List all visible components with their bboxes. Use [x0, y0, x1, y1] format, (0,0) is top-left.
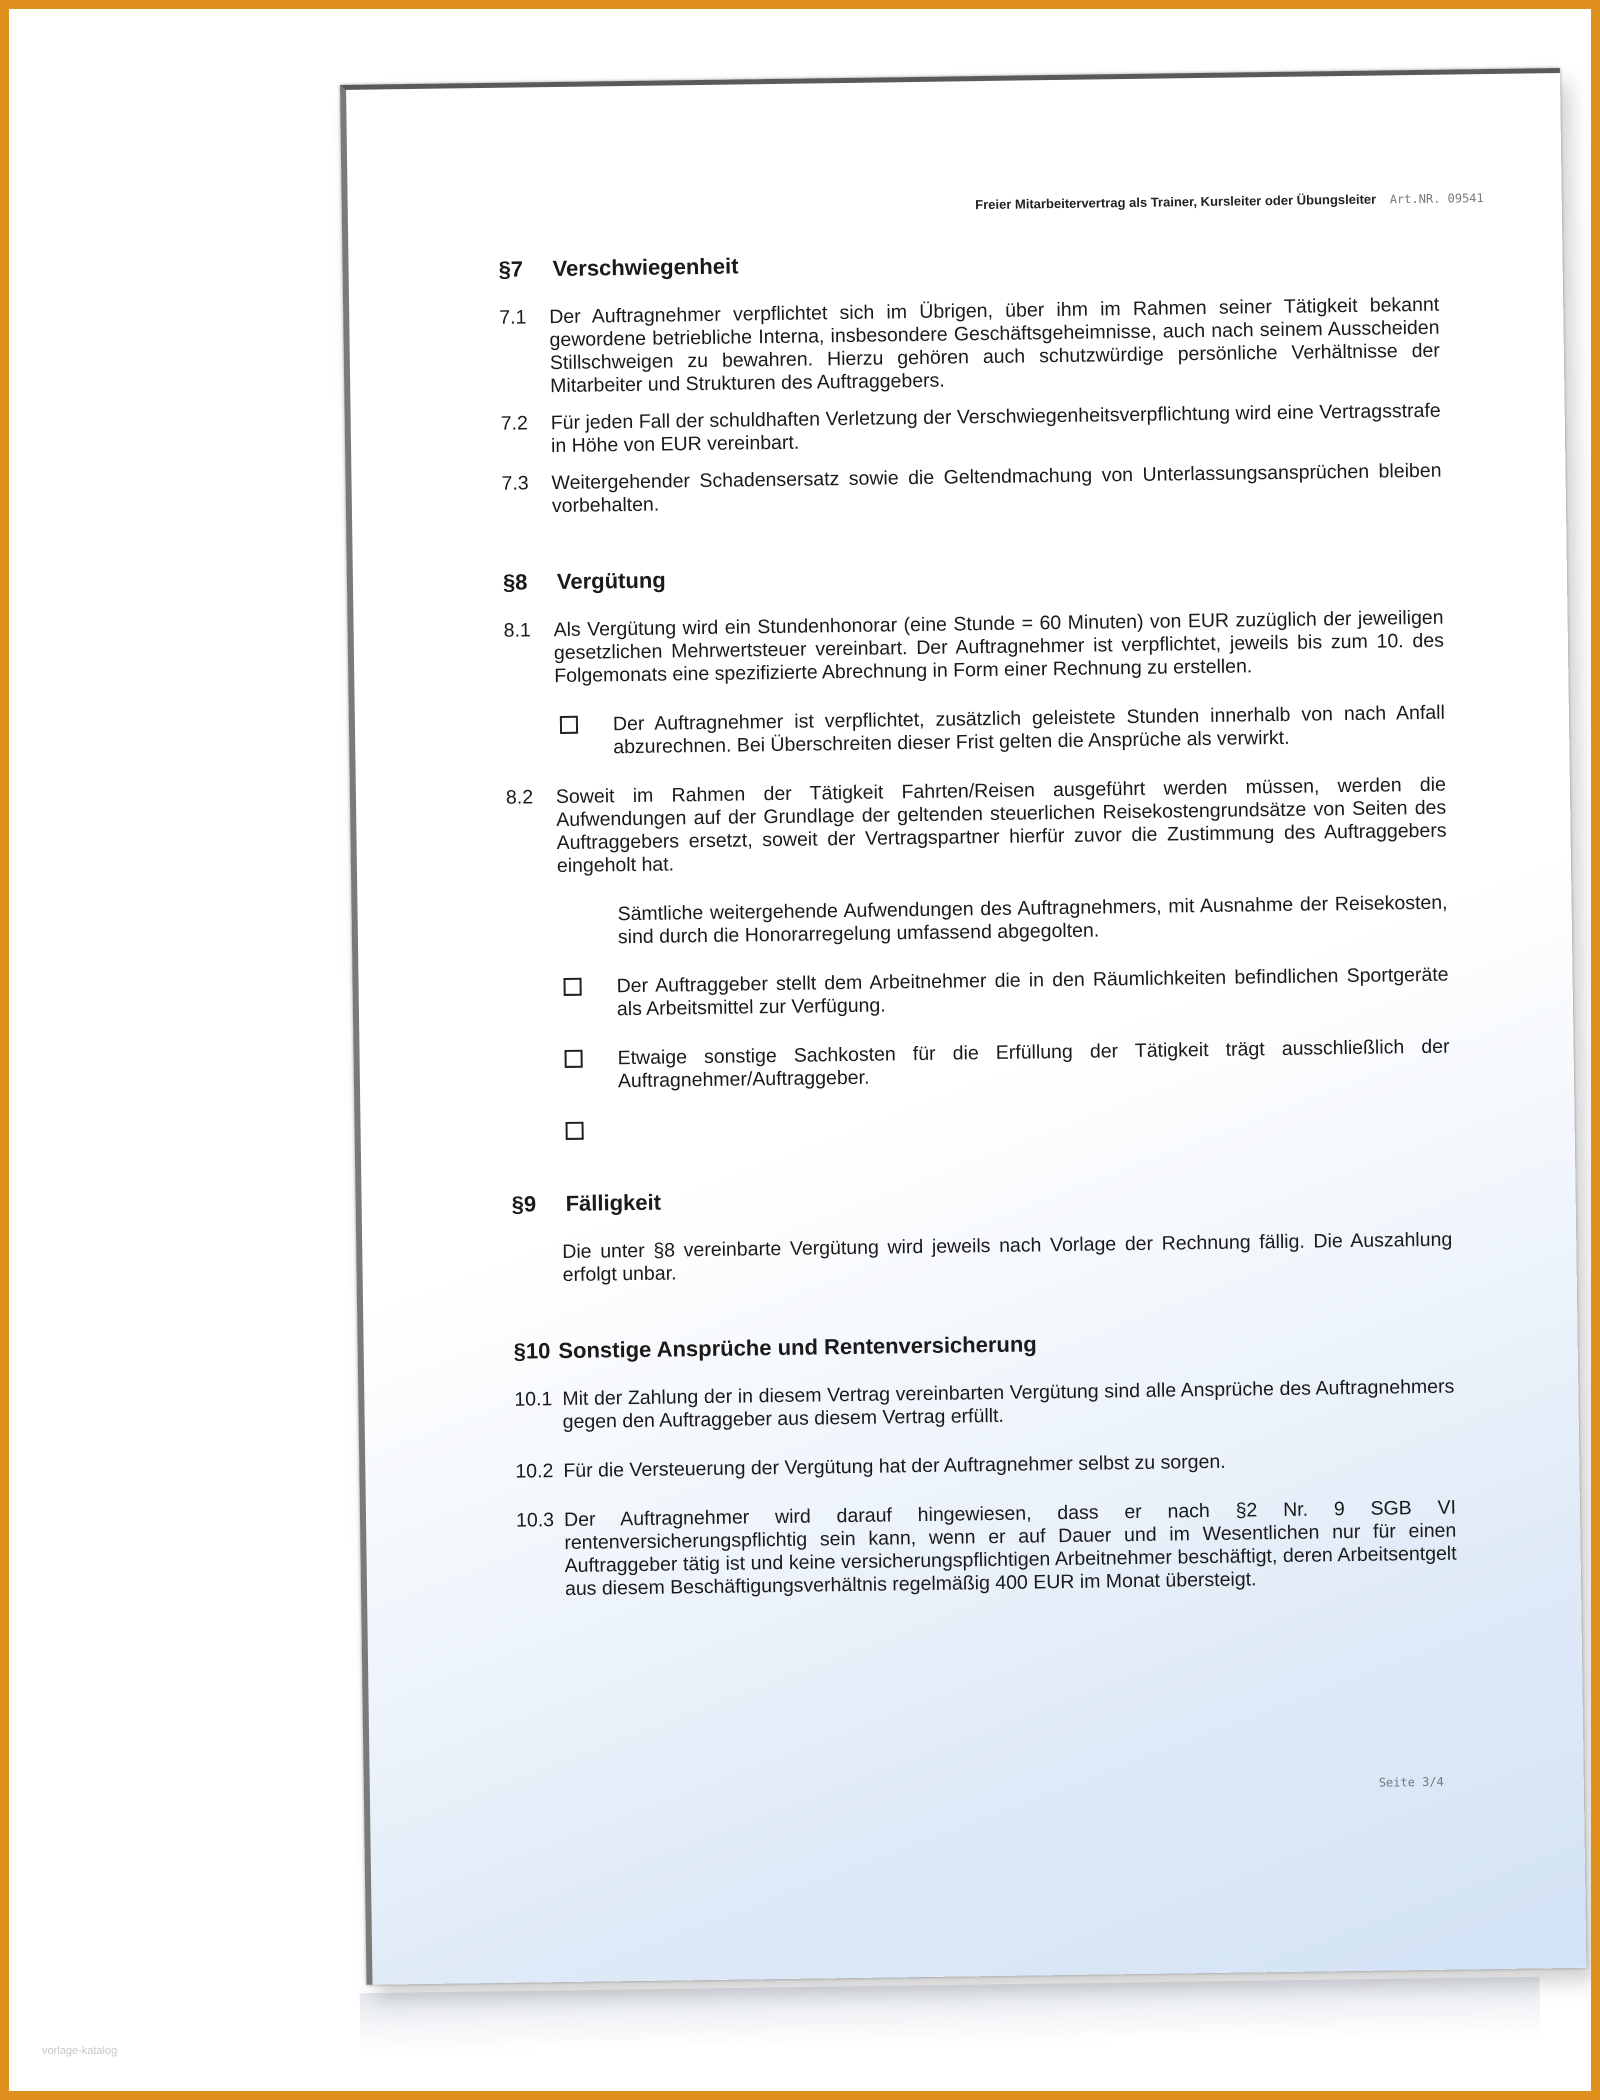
clause-text: Mit der Zahlung der in diesem Vertrag vereinbarten Vergütung sind alle Ansprüche des Auftragnehmers gegen den Auftraggeber aus diesem Vertrag erfüllt.: [562, 1375, 1455, 1434]
paragraph-text: Sämtliche weitergehende Aufwendungen des Auftragnehmers, mit Ausnahme der Reisekosten, sind durch die Honorarregelung umfassend abgegolten.: [617, 891, 1448, 949]
section-number: §9: [511, 1191, 537, 1217]
page-number: Seite 3/4: [1378, 1774, 1444, 1790]
option-checkbox[interactable]: [563, 978, 581, 996]
clause-number: 10.2: [515, 1460, 554, 1483]
clause-number: 8.2: [505, 786, 534, 809]
clause-number: 7.1: [499, 306, 527, 329]
page-reflection: [360, 1977, 1541, 2053]
clause-number: 10.1: [514, 1388, 553, 1411]
paragraph-text: Die unter §8 vereinbarte Vergütung wird jeweils nach Vorlage der Rechnung fällig. Die Auszahlung erfolgt unbar.: [562, 1228, 1453, 1287]
section-title: Fälligkeit: [565, 1189, 662, 1216]
clause-text: Der Auftragnehmer verpflichtet sich im Übrigen, über ihm im Rahmen seiner Tätigkeit bekannt gewordene betriebliche Interna, insbesondere Geschäftsgeheimnisse, auch nach seinem Ausscheiden Stillschweigen zu bewahren. Hierzu gehören auch schutzwürdige persönliche Verhältnisse der Mitarbeiter und Strukturen des Auftraggebers.: [549, 293, 1440, 398]
clause-text: Für die Versteuerung der Vergütung hat der Auftragnehmer selbst zu sorgen.: [563, 1450, 1226, 1483]
clause-number: 7.3: [501, 472, 529, 495]
option-text: Der Auftraggeber stellt dem Arbeitnehmer die in den Räumlichkeiten befindlichen Sportgeräte als Arbeitsmittel zur Verfügung.: [616, 963, 1449, 1021]
option-checkbox[interactable]: [566, 1122, 584, 1140]
clause-8-1: [503, 607, 1444, 689]
option-text: Etwaige sonstige Sachkosten für die Erfüllung der Tätigkeit trägt ausschließlich der Auftragnehmer/Auftraggeber.: [617, 1035, 1450, 1093]
option-checkbox[interactable]: [560, 716, 578, 734]
clause-10-3: [516, 1497, 1457, 1602]
clause-text: Als Vergütung wird ein Stundenhonorar (eine Stunde = 60 Minuten) von EUR zuzüglich der jeweiligen gesetzlichen Mehrwertsteuer vereinbart. Der Auftragnehmer ist verpflichtet, jeweils bis zum 10. des Folgemonats eine spezifizierte Abrechnung in Form einer Rechnung zu erstellen.: [553, 606, 1445, 688]
clause-7-1: [499, 294, 1440, 399]
section-number: §7: [498, 256, 524, 282]
document-header: [975, 190, 1484, 212]
clause-text: Der Auftragnehmer wird darauf hingewiesen, dass er nach §2 Nr. 9 SGB VI rentenversicherungspflichtig sein kann, wenn er auf Dauer und im Wesentlichen nur für einen Auftraggeber tätig ist und keine versicherungspflichtigen Arbeitnehmer beschäftigt, deren Arbeitsentgelt aus diesem Beschäftigungsverhältnis regelmäßig 400 EUR im Monat übersteigt.: [563, 1496, 1457, 1601]
option-checkbox[interactable]: [564, 1050, 582, 1068]
clause-8-2: [506, 774, 1447, 879]
clause-text: Für jeden Fall der schuldhaften Verletzung der Verschwiegenheitsverpflichtung wird eine Vertragsstrafe in Höhe von EUR vereinbart.: [550, 399, 1441, 458]
article-number: Art.NR. 09541: [1389, 191, 1484, 207]
watermark: vorlage-katalog: [42, 2045, 118, 2057]
document-title: Freier Mitarbeitervertrag als Trainer, Kursleiter oder Übungsleiter: [975, 191, 1377, 213]
section-title: Vergütung: [556, 567, 666, 595]
option-text: Der Auftragnehmer ist verpflichtet, zusätzlich geleistete Stunden innerhalb von nach Anfall abzurechnen. Bei Überschreiten dieser Frist gelten die Ansprüche als verwirkt.: [612, 701, 1446, 759]
clause-text: Soweit im Rahmen der Tätigkeit Fahrten/Reisen ausgeführt werden müssen, werden die Aufwendungen auf der Grundlage der geltenden steuerlichen Reisekostengrundsätze von Seiten des Auftraggebers ersetzt, soweit der Vertragspartner hierfür zuvor die Zustimmung des Auftraggebers eingeholt hat.: [555, 773, 1447, 878]
clause-number: 10.3: [515, 1509, 555, 1532]
document-body: [498, 245, 1457, 1602]
section-number: §10: [513, 1338, 551, 1364]
clause-text: Weitergehender Schadensersatz sowie die Geltendmachung von Unterlassungsansprüchen bleiben vorbehalten.: [551, 459, 1442, 518]
clause-number: 7.2: [500, 412, 529, 435]
document-page: [340, 68, 1586, 1985]
section-title: Sonstige Ansprüche und Rentenversicherung: [558, 1331, 1037, 1364]
section-number: §8: [502, 569, 528, 595]
section-title: Verschwiegenheit: [552, 253, 739, 282]
clause-number: 8.1: [503, 619, 531, 642]
